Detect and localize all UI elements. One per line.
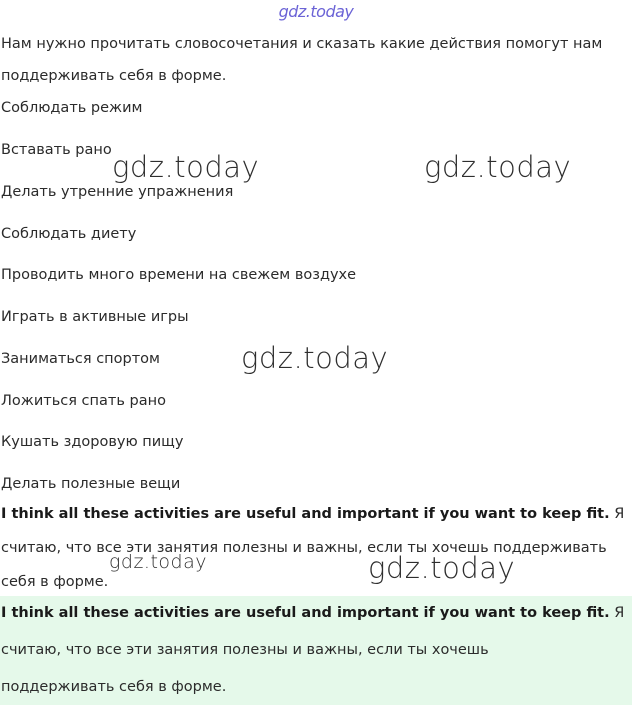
watermark: gdz.today xyxy=(424,150,572,184)
answer-line-3: себя в форме. xyxy=(1,574,109,590)
answer-ru-start: Я xyxy=(614,506,625,522)
activity-item-8: Ложиться спать рано xyxy=(1,393,166,409)
activity-item-4: Соблюдать диету xyxy=(1,226,137,242)
answer-english: I think all these activities are useful and important if you want to keep fit. xyxy=(1,506,610,522)
watermark: gdz.today xyxy=(112,150,260,184)
activity-item-9: Кушать здоровую пищу xyxy=(1,434,184,450)
highlighted-line-2: считаю, что все эти занятия полезны и важны, если ты хочешь xyxy=(1,642,489,658)
watermark: gdz.today xyxy=(368,551,516,585)
answer-paragraph xyxy=(1,506,629,608)
activity-item-7: Заниматься спортом xyxy=(1,351,160,367)
highlighted-line-1 xyxy=(1,605,629,642)
site-logo-top[interactable]: gdz.today xyxy=(278,2,354,21)
highlighted-ru-start: Я xyxy=(614,605,625,621)
intro-line-2: поддерживать себя в форме. xyxy=(1,68,227,84)
highlighted-line-3: поддерживать себя в форме. xyxy=(1,679,227,695)
watermark: gdz.today xyxy=(241,341,389,375)
activity-item-3: Делать утренние упражнения xyxy=(1,184,234,200)
activity-item-2: Вставать рано xyxy=(1,142,112,158)
answer-line-1 xyxy=(1,506,629,540)
highlighted-english: I think all these activities are useful and important if you want to keep fit. xyxy=(1,605,610,621)
activity-item-1: Соблюдать режим xyxy=(1,100,143,116)
highlighted-answer-paragraph xyxy=(1,605,629,716)
watermark: gdz.today xyxy=(109,551,207,573)
activity-item-6: Играть в активные игры xyxy=(1,309,189,325)
activity-item-10: Делать полезные вещи xyxy=(1,476,181,492)
intro-line-1: Нам нужно прочитать словосочетания и сказать какие действия помогут нам xyxy=(1,36,603,52)
answer-line-2: считаю, что все эти занятия полезны и важны, если ты хочешь поддерживать xyxy=(1,540,607,556)
activity-item-5: Проводить много времени на свежем воздухе xyxy=(1,267,357,283)
